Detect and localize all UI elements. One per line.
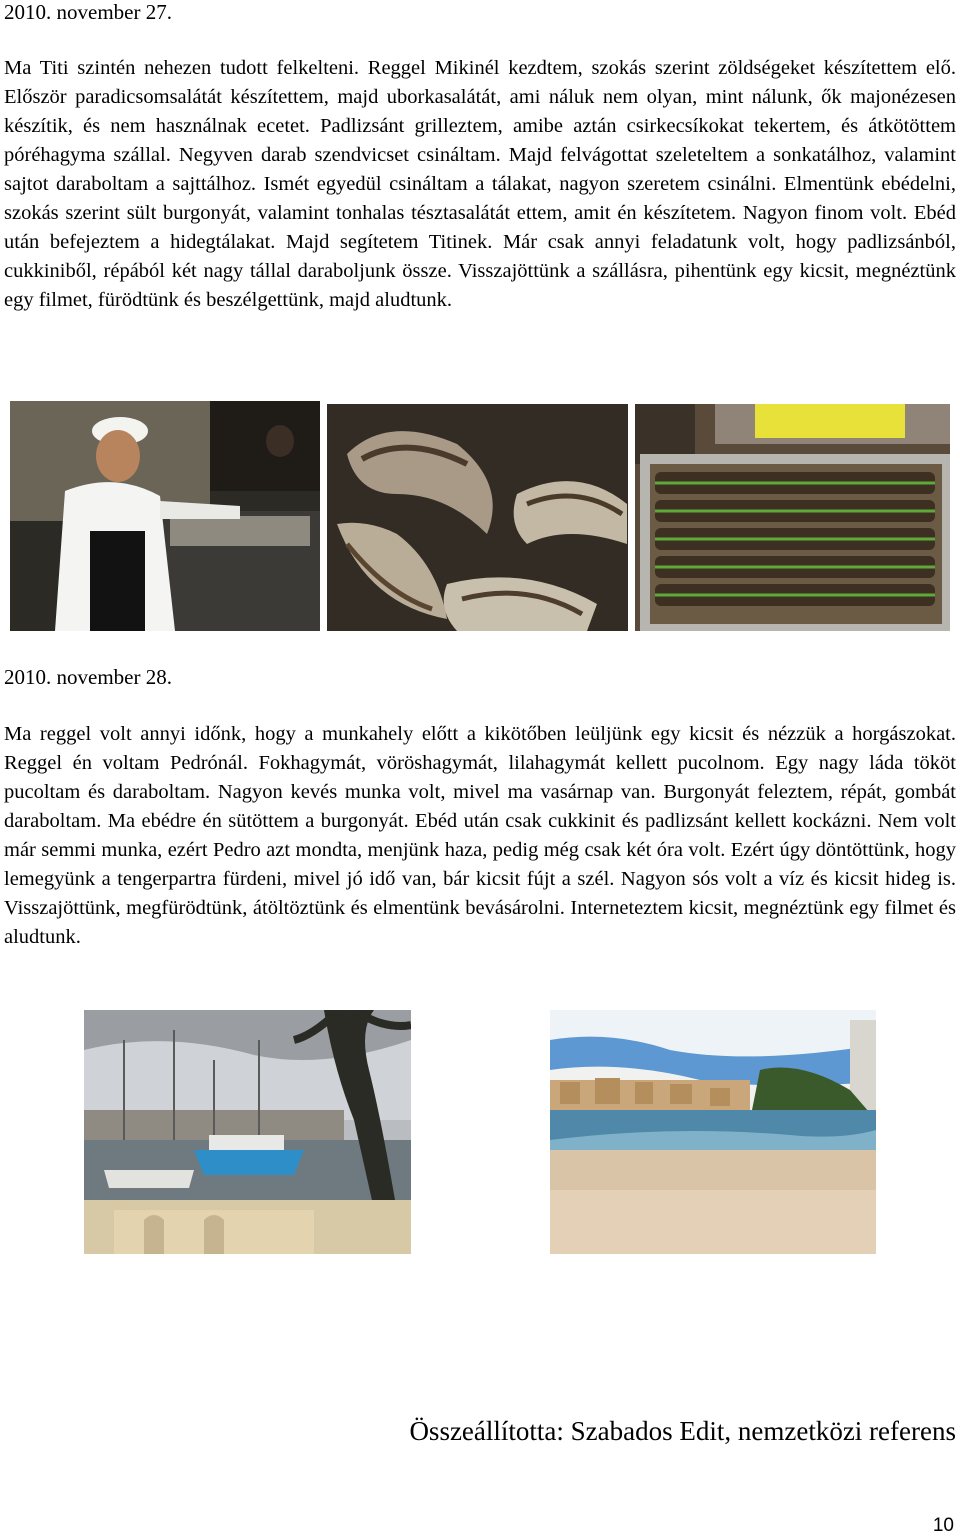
entry-date-nov-27: 2010. november 27.	[4, 0, 172, 24]
page-number: 10	[932, 1515, 954, 1536]
entry-text-nov-27: Ma Titi szintén nehezen tudott felkelteni. Reggel Mikinél kezdtem, szokás szerint zöldségeket készítettem elő. Először paradicsomsalátát készítettem, majd uborkasalátát, ami náluk nem olyan, mint nálunk, ők majonézesen készítik, és nem használnak ecetet. Padlizsánt grilleztem, amibe aztán csirkecsíkokat tekertem, és átkötöttem póréhagyma szállal. Negyven darab szendvicset csináltam. Majd felvágottat szeleteltem a sonkatálhoz, valamint sajtot daraboltam a sajttálhoz. Ismét egyedül csináltam a tálakat, nagyon szeretem csinálni. Elmentünk ebédelni, szokás szerint sült burgonyát, valamint tonhalas tésztasalátát ettem, amit én készítetem. Nagyon finom volt. Ebéd után befejeztem a hidegtálakat. Majd segítetem Titinek. Már csak annyi feladatunk volt, hogy padlizsánból, cukkiniből, répából két nagy tállal daraboljunk össze. Visszajöttünk a szállásra, pihentünk egy kicsit, megnéztünk egy filmet, fürödtünk és beszélgettünk, majd aludtunk.	[4, 57, 956, 311]
signature: Összeállította: Szabados Edit, nemzetközi referens	[409, 1416, 956, 1446]
entry-date-nov-28: 2010. november 28.	[4, 665, 172, 689]
photo-grilled-eggplant	[327, 404, 628, 631]
photo-harbour-boats	[84, 1010, 411, 1254]
photo-eggplant-rolls-tray	[635, 404, 950, 631]
photo-beach	[550, 1010, 876, 1254]
photo-chef-cooking	[10, 401, 320, 631]
entry-text-nov-28: Ma reggel volt annyi időnk, hogy a munkahely előtt a kikötőben leüljünk egy kicsit és nézzük a horgászokat. Reggel én voltam Pedrónál. Fokhagymát, vöröshagymát, lilahagymát kellett pucolnom. Egy nagy láda tököt pucoltam és daraboltam. Nagyon kevés munka volt, mivel ma vasárnap van. Burgonyát feleztem, répát, gombát daraboltam. Ma ebédre én sütöttem a burgonyát. Ebéd után csak cukkinit és padlizsánt kellett kockázni. Nem volt már semmi munka, ezért Pedro azt mondta, menjünk haza, pedig még csak két óra volt. Ezért úgy döntöttünk, hogy lemegyünk a tengerpartra fürdeni, mivel jó idő van, bár kicsit fújt a szél. Nagyon sós volt a víz és kicsit hideg is. Visszajöttünk, megfürödtünk, átöltöztünk és elmentünk bevásárolni. Interneteztem kicsit, megnéztünk egy filmet és aludtunk.	[4, 723, 956, 948]
